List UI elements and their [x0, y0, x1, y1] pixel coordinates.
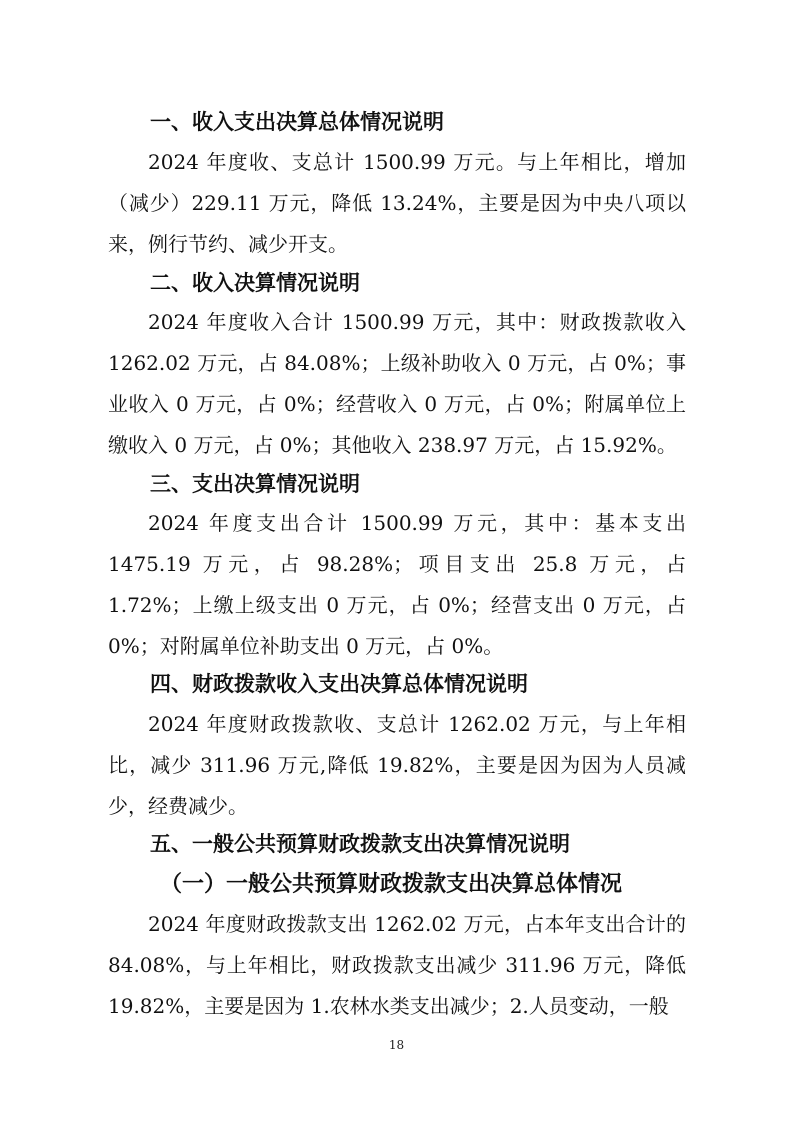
section-5-heading: 五、一般公共预算财政拨款支出决算情况说明: [150, 832, 570, 856]
page-number: 18: [388, 1038, 405, 1052]
section-4-heading: 四、财政拨款收入支出决算总体情况说明: [150, 672, 528, 696]
section-5-subheading: （一）一般公共预算财政拨款支出决算总体情况: [160, 871, 623, 897]
section-4-paragraph: 2024 年度财政拨款收、支总计 1262.02 万元，与上年相比，减少 311.96 万元,降低 19.82%，主要是因为因为人员减少，经费减少。: [108, 712, 686, 818]
section-1-heading: 一、收入支出决算总体情况说明: [150, 110, 444, 134]
section-2-heading: 二、收入决算情况说明: [150, 271, 360, 295]
section-2-paragraph: 2024 年度收入合计 1500.99 万元，其中：财政拨款收入 1262.02 万元，占 84.08%；上级补助收入 0 万元，占 0%；事业收入 0 万元，占 0%；经营收入 0 万元，占 0%；附属单位上缴收入 0 万元，占 0%；其他收入 238.97 万元，占 15.92%。: [108, 310, 686, 457]
section-3-heading: 三、支出决算情况说明: [150, 472, 360, 496]
section-5-paragraph: 2024 年度财政拨款支出 1262.02 万元，占本年支出合计的 84.08%，与上年相比，财政拨款支出减少 311.96 万元，降低 19.82%，主要是因为 1.农林水类支出减少；2.人员变动，一般: [108, 912, 686, 1018]
section-3-paragraph: 2024 年度支出合计 1500.99 万元，其中：基本支出 1475.19 万元，占 98.28%；项目支出 25.8 万元，占 1.72%；上缴上级支出 0 万元，占 0%；经营支出 0 万元，占 0%；对附属单位补助支出 0 万元，占 0%。: [108, 511, 686, 658]
section-1-paragraph: 2024 年度收、支总计 1500.99 万元。与上年相比，增加（减少）229.11 万元，降低 13.24%，主要是因为中央八项以来，例行节约、减少开支。: [108, 150, 686, 256]
